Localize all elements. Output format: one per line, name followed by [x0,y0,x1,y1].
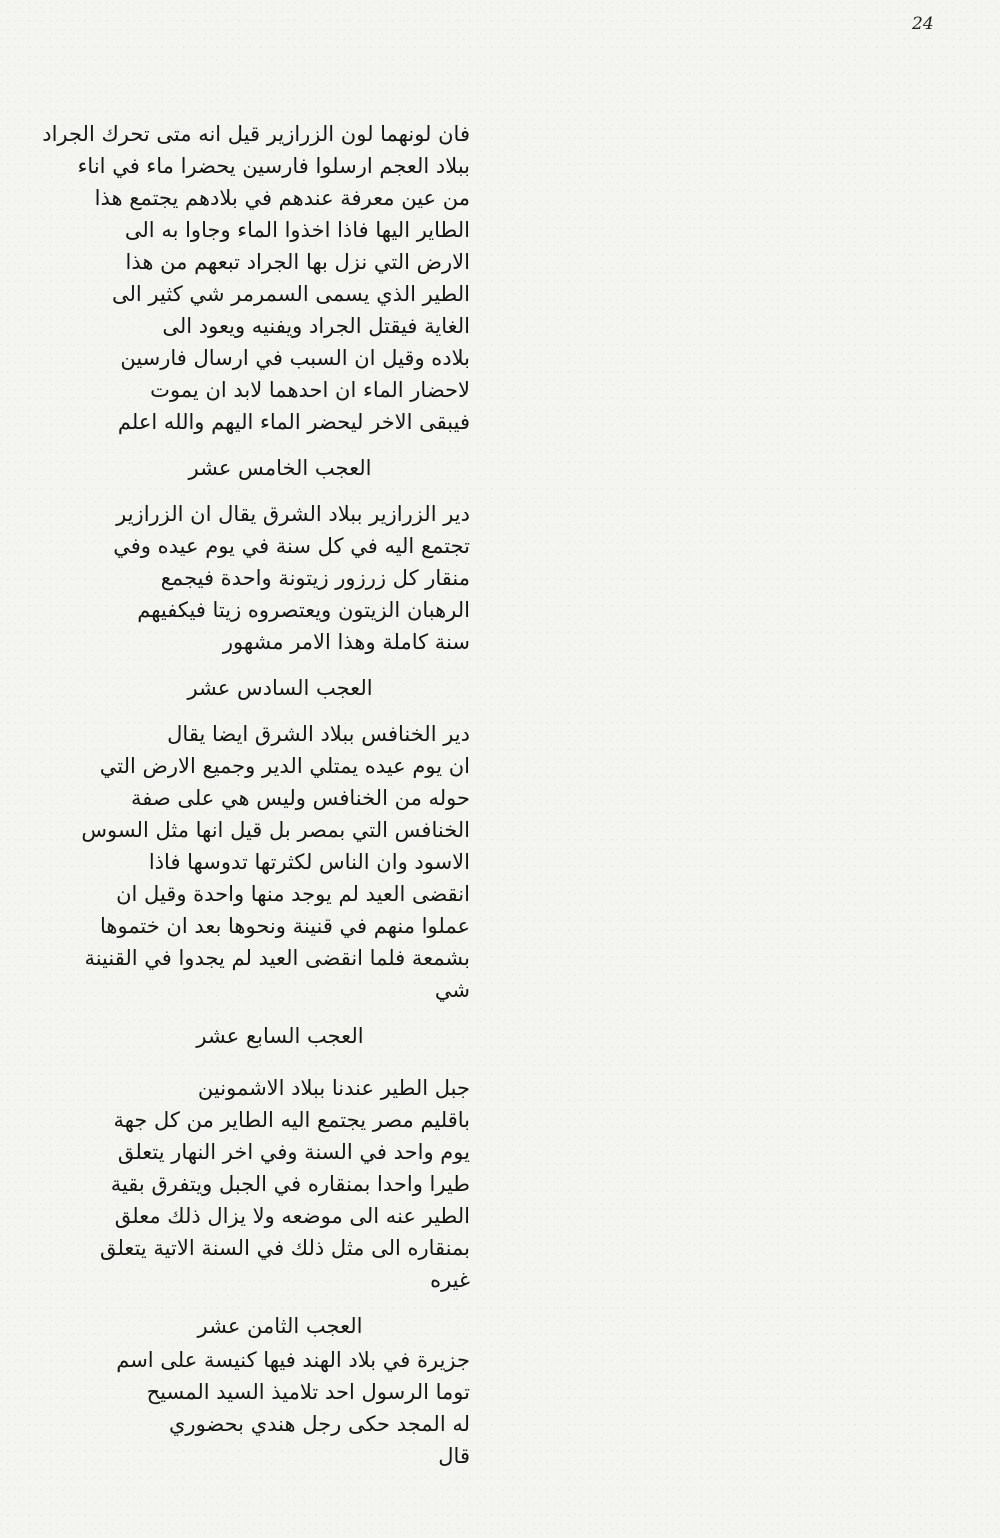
text-line: بمنقاره الى مثل ذلك في السنة الاتية يتعلق [99,1236,470,1260]
text-line: توما الرسول احد تلاميذ السيد المسيح [146,1380,470,1404]
page-number: 24 [912,14,934,34]
text-line: جزيرة في بلاد الهند فيها كنيسة على اسم [116,1348,470,1372]
text-line: الرهبان الزيتون ويعتصروه زيتا فيكفيهم [137,598,470,622]
text-line: حوله من الخنافس وليس هي على صفة [130,786,470,810]
text-line: ان يوم عيده يمتلي الدير وجميع الارض التي [99,754,470,778]
text-line: بشمعة فلما انقضى العيد لم يجدوا في القنينة [84,946,470,970]
paragraph-16 [81,718,470,1006]
text-line: الطاير اليها فاذا اخذوا الماء وجاوا به الى [124,218,470,242]
text-line: الخنافس التي بمصر بل قيل انها مثل السوس [81,818,470,842]
text-line: لاحضار الماء ان احدهما لابد ان يموت [150,378,470,402]
text-column [42,118,470,1472]
text-line: طيرا واحدا بمنقاره في الجبل ويتفرق بقية [110,1172,470,1196]
text-line: من عين معرفة عندهم في بلادهم يجتمع هذا [94,186,470,210]
text-line: دير الخنافس ببلاد الشرق ايضا يقال [167,722,470,746]
text-line: الارض التي نزل بها الجراد تبعهم من هذا [125,250,470,274]
text-line: ببلاد العجم ارسلوا فارسين يحضرا ماء في اناء [77,154,470,178]
text-line: فان لونهما لون الزرازير قيل انه متى تحرك الجراد [42,122,470,146]
text-line: الاسود وان الناس لكثرتها تدوسها فاذا [148,850,470,874]
text-line: دير الزرازير ببلاد الشرق يقال ان الزرازير [116,502,470,526]
text-line: عملوا منهم في قنينة ونحوها بعد ان ختموها [99,914,470,938]
text-line: سنة كاملة وهذا الامر مشهور [222,630,470,654]
paragraph-18 [90,1344,470,1472]
text-line: باقليم مصر يجتمع اليه الطاير من كل جهة [113,1108,470,1132]
text-line: انقضى العيد لم يوجد منها واحدة وقيل ان [116,882,470,906]
paragraph-intro [42,118,470,438]
paragraph-15 [90,498,470,658]
text-line: جبل الطير عندنا ببلاد الاشمونين [197,1076,470,1100]
text-line: الغاية فيقتل الجراد ويفنيه ويعود الى [162,314,470,338]
text-line: تجتمع اليه في كل سنة في يوم عيده وفي [113,534,470,558]
section-heading-15: العجب الخامس عشر [188,456,372,480]
paragraph-17 [90,1072,470,1296]
text-line: يوم واحد في السنة وفي اخر النهار يتعلق [117,1140,470,1164]
section-heading-18: العجب الثامن عشر [197,1314,363,1338]
text-line: قال [438,1444,470,1468]
section-heading-16: العجب السادس عشر [187,676,373,700]
text-line: له المجد حكى رجل هندي بحضوري [168,1412,470,1436]
text-line: الطير الذي يسمى السمرمر شي كثير الى [112,282,470,306]
text-line: غيره [430,1268,470,1292]
text-line: فيبقى الاخر ليحضر الماء اليهم والله اعلم [117,410,470,434]
text-line: الطير عنه الى موضعه ولا يزال ذلك معلق [114,1204,470,1228]
text-line: شي [434,978,470,1002]
text-line: منقار كل زرزور زيتونة واحدة فيجمع [160,566,470,590]
section-heading-17: العجب السابع عشر [196,1024,364,1048]
text-line: بلاده وقيل ان السبب في ارسال فارسين [120,346,470,370]
